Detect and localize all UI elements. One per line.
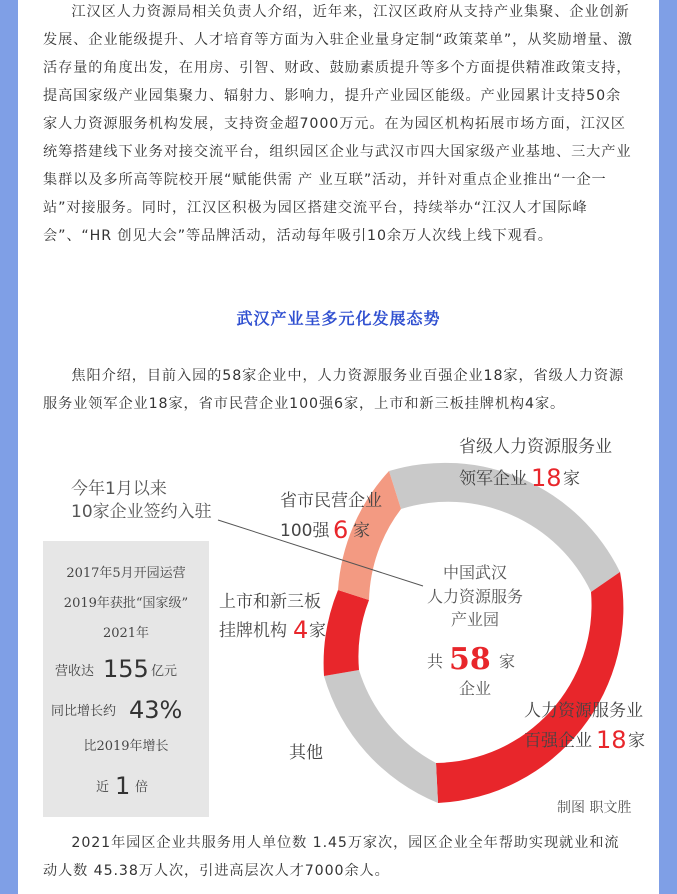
label-private-num: 6 bbox=[333, 516, 349, 544]
box-line7-prefix: 近 bbox=[96, 780, 110, 795]
label-private-line1: 省市民营企业 bbox=[280, 491, 382, 511]
label-private-unit: 家 bbox=[353, 521, 370, 541]
label-listed-line2: 挂牌机构 bbox=[219, 621, 287, 641]
center-line3: 产业园 bbox=[450, 610, 500, 629]
paragraph-enterprises: 焦阳介绍，目前入园的58家企业中，人力资源服务业百强企业18家，省级人力资源服务业领军企业18家，省市民营企业100强6家，上市和新三板挂牌机构4家。 bbox=[43, 368, 625, 412]
park-infographic bbox=[43, 432, 645, 822]
label-provincial-line1: 省级人力资源服务业 bbox=[459, 437, 612, 457]
label-top100-line1: 人力资源服务业 bbox=[524, 701, 643, 721]
box-line4-prefix: 营收达 bbox=[55, 664, 95, 679]
box-line7-number: 1 bbox=[115, 772, 131, 800]
label-other: 其他 bbox=[289, 743, 323, 763]
center-line5: 企业 bbox=[458, 679, 492, 698]
label-provincial-line2: 领军企业 bbox=[459, 469, 527, 489]
label-listed-num: 4 bbox=[293, 616, 309, 644]
box-line4-number: 155 bbox=[103, 655, 149, 683]
segment-other bbox=[324, 670, 438, 803]
box-line5-prefix: 同比增长约 bbox=[51, 704, 117, 719]
center-line1: 中国武汉 bbox=[442, 563, 508, 582]
chart-credit: 制图 职文胜 bbox=[557, 800, 632, 816]
section-heading: 武汉产业呈多元化发展态势 bbox=[236, 309, 441, 328]
center-prefix: 共 bbox=[427, 652, 444, 671]
center-unit: 家 bbox=[499, 652, 516, 671]
box-line4-suffix: 亿元 bbox=[151, 664, 178, 679]
label-listed-line1: 上市和新三板 bbox=[219, 592, 321, 612]
box-line5-number: 43% bbox=[129, 696, 183, 724]
paragraph-results: 2021年园区企业共服务用人单位数 1.45万家次，园区企业全年帮助实现就业和流动人数 45.38万人次，引进高层次人才7000余人。 bbox=[43, 835, 620, 879]
center-line2: 人力资源服务 bbox=[426, 587, 524, 606]
box-line3: 2021年 bbox=[102, 626, 150, 641]
label-private-line2: 100强 bbox=[280, 521, 330, 541]
label-top100-unit: 家 bbox=[628, 731, 645, 751]
label-top100-line2: 百强企业 bbox=[524, 731, 592, 751]
annotation-line1: 今年1月以来 bbox=[71, 479, 167, 499]
label-listed-unit: 家 bbox=[309, 621, 326, 641]
label-top100-num: 18 bbox=[596, 726, 627, 754]
box-line2: 2019年获批“国家级” bbox=[63, 596, 189, 611]
article-page bbox=[18, 0, 659, 894]
segment-listed bbox=[324, 590, 369, 676]
box-line1: 2017年5月开园运营 bbox=[66, 566, 186, 581]
paragraph-policy: 江汉区人力资源局相关负责人介绍，近年来，江汉区政府从支持产业集聚、企业创新发展、企业能级提升、人才培育等方面为入驻企业量身定制“政策菜单”，从奖励增量、激活存量的角度出发，在用房、引智、财政、鼓励素质提升等多个方面提供精准政策支持，提高国家级产业园集聚力、辐射力、影响力，提升产业园区能级。产业园累计支持50余家人力资源服务机构发展，支持资金超7000万元。在为园区机构拓展市场方面，江汉区统筹搭建线下业务对接交流平台，组织园区企业与武汉市四大国家级产业基地、三大产业集群以及多所高等院校开展“赋能供需 产 业互联”活动，并针对重点企业推出“一企一站”对接服务。同时，江汉区积极为园区搭建交流平台，持续举办“江汉人才国际峰会”、“HR 创见大会”等品牌活动，活动每年吸引10余万人次线上线下观看。 bbox=[43, 4, 633, 244]
center-number: 58 bbox=[449, 642, 491, 677]
box-line6: 比2019年增长 bbox=[83, 739, 169, 754]
annotation-line2: 10家企业签约入驻 bbox=[71, 502, 212, 522]
box-line7-suffix: 倍 bbox=[135, 780, 149, 795]
label-provincial-unit: 家 bbox=[563, 469, 580, 489]
label-provincial-num: 18 bbox=[531, 464, 562, 492]
